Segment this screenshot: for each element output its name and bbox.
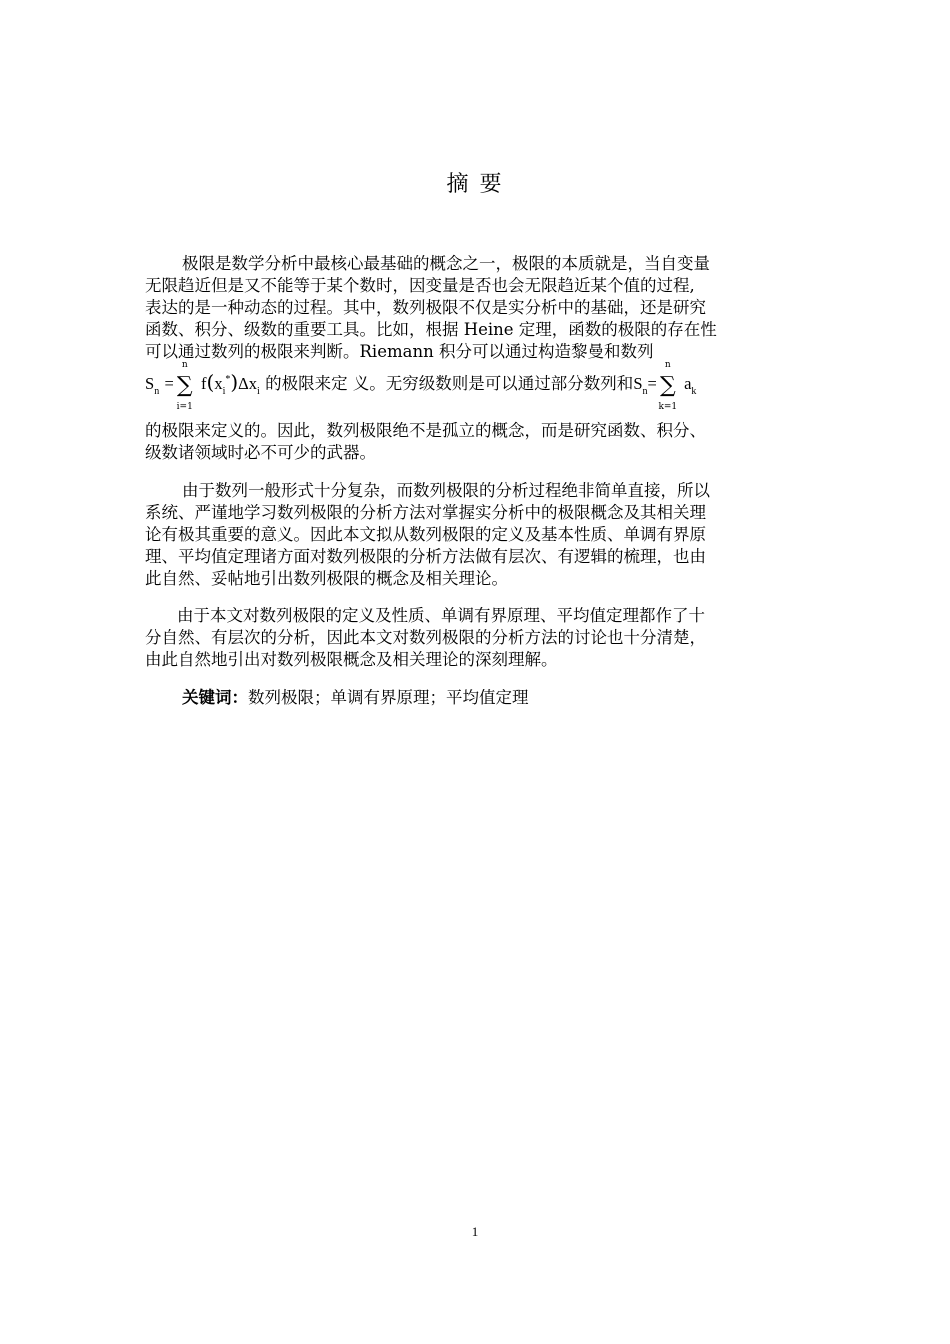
text-fragment: 的极限来定 义。无穷级数则是可以通过部分数列和 [265,374,634,393]
text-line: 理、平均值定理诸方面对数列极限的分析方法做有层次、有逻辑的梳理，也由 [145,547,706,566]
keywords-line [145,687,805,709]
text-line: 表达的是一种动态的过程。其中，数列极限不仅是实分析中的基础，还是研究 [145,298,706,317]
text-line: 级数诸领域时必不可少的武器。 [145,443,376,462]
math-symbol: S [633,374,643,393]
summation-symbol: ∑ n k=1 [657,373,679,398]
math-subscript: i [222,386,226,397]
sum-upper-limit: n [664,360,671,370]
text-line: 系统、严谨地学习数列极限的分析方法对掌握实分析中的极限概念及其相关理 [145,503,706,522]
text-line: 论有极其重要的意义。因此本文拟从数列极限的定义及基本性质、单调有界原 [145,525,706,544]
sum-lower-limit: i=1 [176,402,193,412]
keywords [145,687,805,709]
math-symbol: = [647,374,657,393]
page-number: 1 [471,1224,479,1239]
text-line: 由此自然地引出对数列极限概念及相关理论的深刻理解。 [145,650,558,669]
math-symbol: S [145,374,155,393]
text-line: 的极限来定义的。因此，数列极限绝不是孤立的概念，而是研究函数、积分、 [145,421,706,440]
text-line: 此自然、妥帖地引出数列极限的概念及相关理论。 [145,569,508,588]
paragraph-1-tail [145,420,805,464]
page-title: 摘 要 [446,172,504,197]
math-superscript: * [225,374,231,385]
text-line: 函数、积分、级数的重要工具。比如，根据 Heine 定理，函数的极限的存在性 [145,320,717,339]
math-symbol: f [201,374,207,393]
text-line: 可以通过数列的极限来判断。Riemann 积分可以通过构造黎曼和数列 [145,342,654,361]
formula-line: $S_n$ = ∑ n i=1 $f(x_i^*)\Delta x_i$ 的极限来定 义。无穷级数则是可以通过部分数列和$S_n=$ ∑ n k=1 $a_k$ [145,360,697,412]
math-symbol: x [214,374,223,393]
text-line: 由于数列一般形式十分复杂，而数列极限的分析过程绝非简单直接，所以 [182,481,710,500]
text-line: 分自然、有层次的分析，因此本文对数列极限的分析方法的讨论也十分清楚， [145,628,706,647]
sum-lower-limit: k=1 [658,402,678,412]
sum-upper-limit: n [181,360,188,370]
math-symbol: x [248,374,258,393]
math-subscript: i [257,386,260,397]
text-line: 无限趋近但是又不能等于某个数时，因变量是否也会无限趋近某个值的过程, [145,276,695,295]
paragraph-3 [145,605,805,671]
math-symbol: a [684,374,692,393]
text-line: 由于本文对数列极限的定义及性质、单调有界原理、平均值定理都作了十 [177,606,705,625]
paragraph-2 [145,480,805,590]
math-subscript: n [642,386,648,397]
math-symbol: Δ [238,374,249,393]
keywords-label: 关键词： [182,688,248,707]
text-line: 极限是数学分析中最核心最基础的概念之一，极限的本质就是，当自变量 [182,254,710,273]
math-symbol: = [164,374,174,393]
math-subscript: n [154,386,160,397]
keywords-value: 数列极限；单调有界原理；平均值定理 [248,688,529,707]
summation-symbol: ∑ n i=1 [174,373,196,398]
paragraph-1 [145,253,805,363]
math-subscript: k [691,386,697,397]
